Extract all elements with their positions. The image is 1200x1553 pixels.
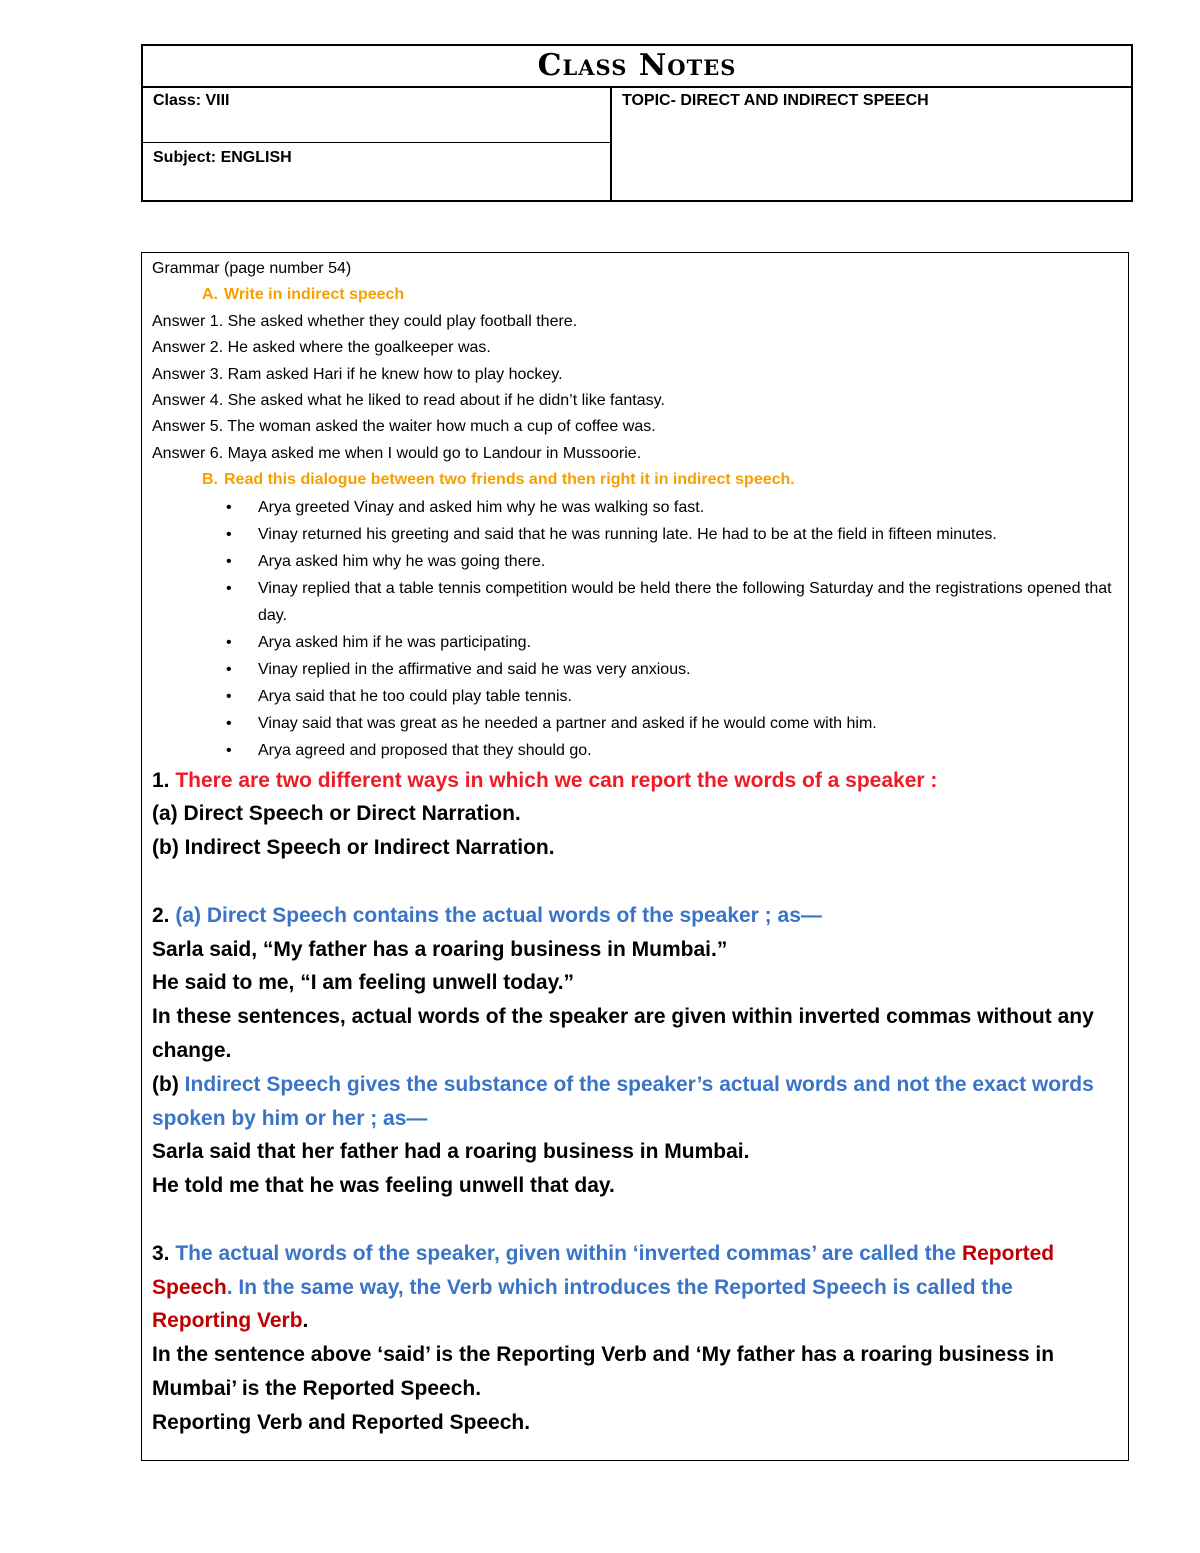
notes-content: [152, 256, 1117, 1440]
class-label: Class: VIII: [153, 92, 230, 109]
point-3-last-line: Reporting Verb and Reported Speech.: [152, 1410, 531, 1434]
point-1-number: 1.: [152, 768, 170, 792]
point-1-heading: [152, 764, 1117, 798]
example-line: Sarla said, “My father has a roaring business in Mumbai.”: [152, 937, 728, 961]
point-3-text-1: The actual words of the speaker, given within ‘inverted commas’ are called the: [169, 1241, 962, 1265]
list-item: • Arya agreed and proposed that they should go.: [152, 737, 1117, 764]
subject-label: Subject: ENGLISH: [153, 149, 292, 166]
section-a-title: Write in indirect speech: [224, 286, 405, 304]
list-item: • Arya asked him why he was going there.: [152, 548, 1117, 575]
point-3-explanation: In the sentence above ‘said’ is the Reporting Verb and ‘My father has a roaring business in Mumbai’ is the Reported Speech.: [152, 1343, 1055, 1400]
point-3-text-2: . In the same way, the Verb which introduces the Reported Speech is called the: [226, 1275, 1013, 1299]
topic-cell: [612, 86, 1131, 200]
point-2-explanation: In these sentences, actual words of the speaker are given within inverted commas without any change.: [152, 1005, 1094, 1063]
section-a-marker: A.: [202, 286, 218, 304]
example-line: He said to me, “I am feeling unwell today.”: [152, 971, 575, 995]
list-item: • Arya greeted Vinay and asked him why he was walking so fast.: [152, 494, 1117, 521]
point-3-heading: [152, 1237, 1117, 1338]
subject-cell: [143, 143, 612, 200]
point-2-heading: [152, 899, 1117, 933]
term-reporting-verb: Reporting Verb: [152, 1309, 303, 1333]
class-cell: [143, 86, 612, 143]
list-item: • Arya asked him if he was participating.: [152, 629, 1117, 656]
section-a-heading: [152, 282, 1117, 308]
list-item: • Arya said that he too could play table tennis.: [152, 683, 1117, 710]
point-1-b: (b) Indirect Speech or Indirect Narration.: [152, 836, 555, 860]
list-item: • Vinay said that was great as he needed a partner and asked if he would come with him.: [152, 710, 1117, 737]
point-3-number: 3.: [152, 1241, 170, 1265]
list-item: • Vinay replied in the affirmative and said he was very anxious.: [152, 656, 1117, 683]
example-line: Sarla said that her father had a roaring business in Mumbai.: [152, 1140, 750, 1164]
example-line: He told me that he was feeling unwell that day.: [152, 1174, 615, 1198]
list-item: • Vinay replied that a table tennis competition would be held there the following Saturday and the registrations opened that day.: [152, 575, 1117, 629]
answer-line: Answer 2. He asked where the goalkeeper was.: [152, 339, 491, 357]
header-table: [141, 44, 1133, 202]
term-reported-speech: Reported Speech: [152, 1241, 1055, 1299]
point-2-number: 2.: [152, 903, 170, 927]
page-title: Class Notes: [143, 46, 1131, 88]
dialogue-list: [152, 494, 1117, 764]
point-1-text: There are two different ways in which we can report the words of a speaker :: [169, 768, 938, 792]
point-2-a-text: (a) Direct Speech contains the actual words of the speaker ; as—: [169, 903, 822, 927]
point-2-b: [152, 1068, 1117, 1136]
point-3-text-3: .: [302, 1309, 309, 1333]
section-b-title: Read this dialogue between two friends and then right it in indirect speech.: [224, 471, 795, 489]
point-2-b-text: Indirect Speech gives the substance of the speaker’s actual words and not the exact words spoken by him or her ; as—: [152, 1072, 1094, 1130]
point-2-b-marker: (b): [152, 1072, 179, 1096]
section-b-marker: B.: [202, 471, 218, 489]
point-1-a: (a) Direct Speech or Direct Narration.: [152, 802, 521, 826]
topic-label: TOPIC- DIRECT AND INDIRECT SPEECH: [622, 92, 929, 109]
answer-line: Answer 3. Ram asked Hari if he knew how to play hockey.: [152, 365, 563, 383]
answer-line: Answer 4. She asked what he liked to read about if he didn’t like fantasy.: [152, 392, 665, 410]
answer-line: Answer 1. She asked whether they could play football there.: [152, 312, 578, 330]
grammar-heading: Grammar (page number 54): [152, 260, 352, 277]
list-item: • Vinay returned his greeting and said that he was running late. He had to be at the field in fifteen minutes.: [152, 521, 1117, 548]
answer-line: Answer 5. The woman asked the waiter how much a cup of coffee was.: [152, 418, 656, 436]
answer-line: Answer 6. Maya asked me when I would go to Landour in Mussoorie.: [152, 444, 642, 462]
section-b-heading: [152, 467, 1117, 493]
